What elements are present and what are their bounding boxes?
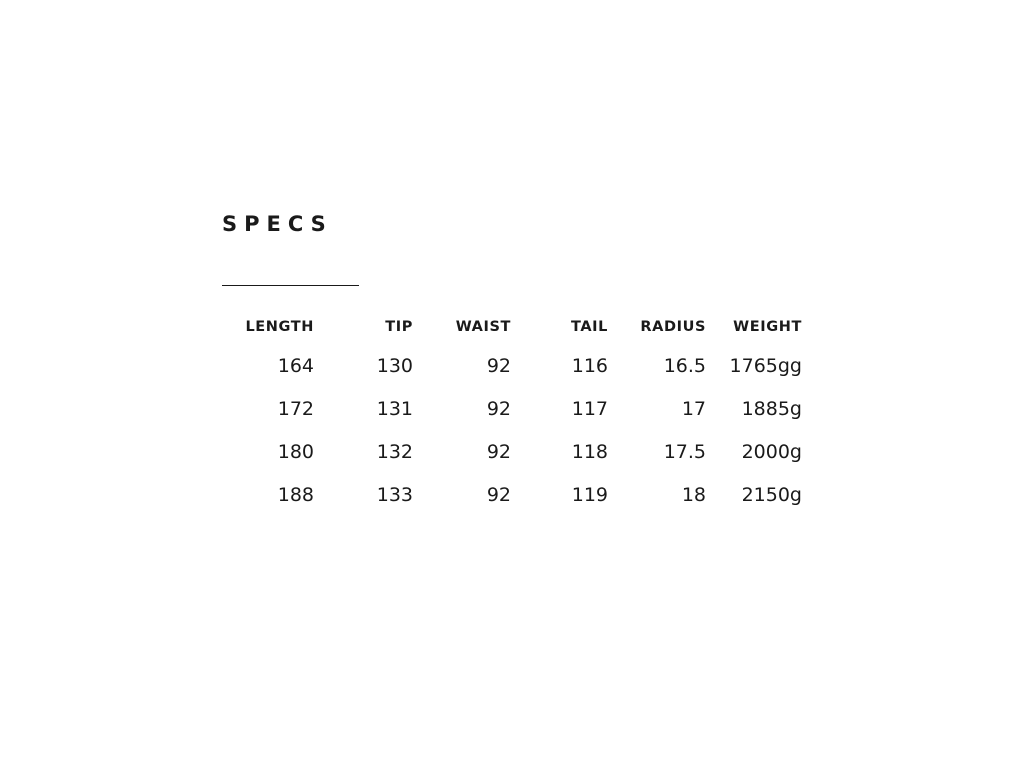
cell-tip: 133: [376, 484, 413, 506]
column-header-waist: WAIST: [455, 319, 511, 335]
cell-tail: 119: [571, 484, 608, 506]
cell-radius: 18: [681, 484, 706, 506]
column-header-tail: TAIL: [570, 319, 608, 335]
cell-radius: 17.5: [663, 441, 706, 463]
column-header-radius: RADIUS: [640, 319, 706, 335]
page-title: SPECS: [222, 212, 333, 236]
cell-tip: 132: [376, 441, 413, 463]
cell-waist: 92: [486, 484, 511, 506]
table-header-row: [222, 319, 802, 355]
column-header-weight: WEIGHT: [733, 319, 802, 335]
cell-radius: 16.5: [663, 355, 706, 377]
specs-table: [222, 319, 802, 527]
title-divider: [222, 285, 359, 286]
cell-length: 164: [277, 355, 314, 377]
cell-tail: 117: [571, 398, 608, 420]
cell-length: 188: [277, 484, 314, 506]
cell-radius: 17: [681, 398, 706, 420]
cell-tip: 130: [376, 355, 413, 377]
cell-tail: 116: [571, 355, 608, 377]
cell-waist: 92: [486, 441, 511, 463]
cell-length: 172: [277, 398, 314, 420]
table-row: [222, 398, 802, 441]
table-row: [222, 441, 802, 484]
table-row: [222, 355, 802, 398]
cell-tail: 118: [571, 441, 608, 463]
cell-length: 180: [277, 441, 314, 463]
cell-waist: 92: [486, 398, 511, 420]
cell-weight: 1765gg: [729, 355, 802, 377]
column-header-length: LENGTH: [245, 319, 314, 335]
cell-tip: 131: [376, 398, 413, 420]
specs-section: [222, 214, 822, 527]
cell-weight: 2000g: [741, 441, 802, 463]
cell-weight: 2150g: [741, 484, 802, 506]
cell-weight: 1885g: [741, 398, 802, 420]
cell-waist: 92: [486, 355, 511, 377]
table-row: [222, 484, 802, 527]
column-header-tip: TIP: [385, 319, 413, 335]
